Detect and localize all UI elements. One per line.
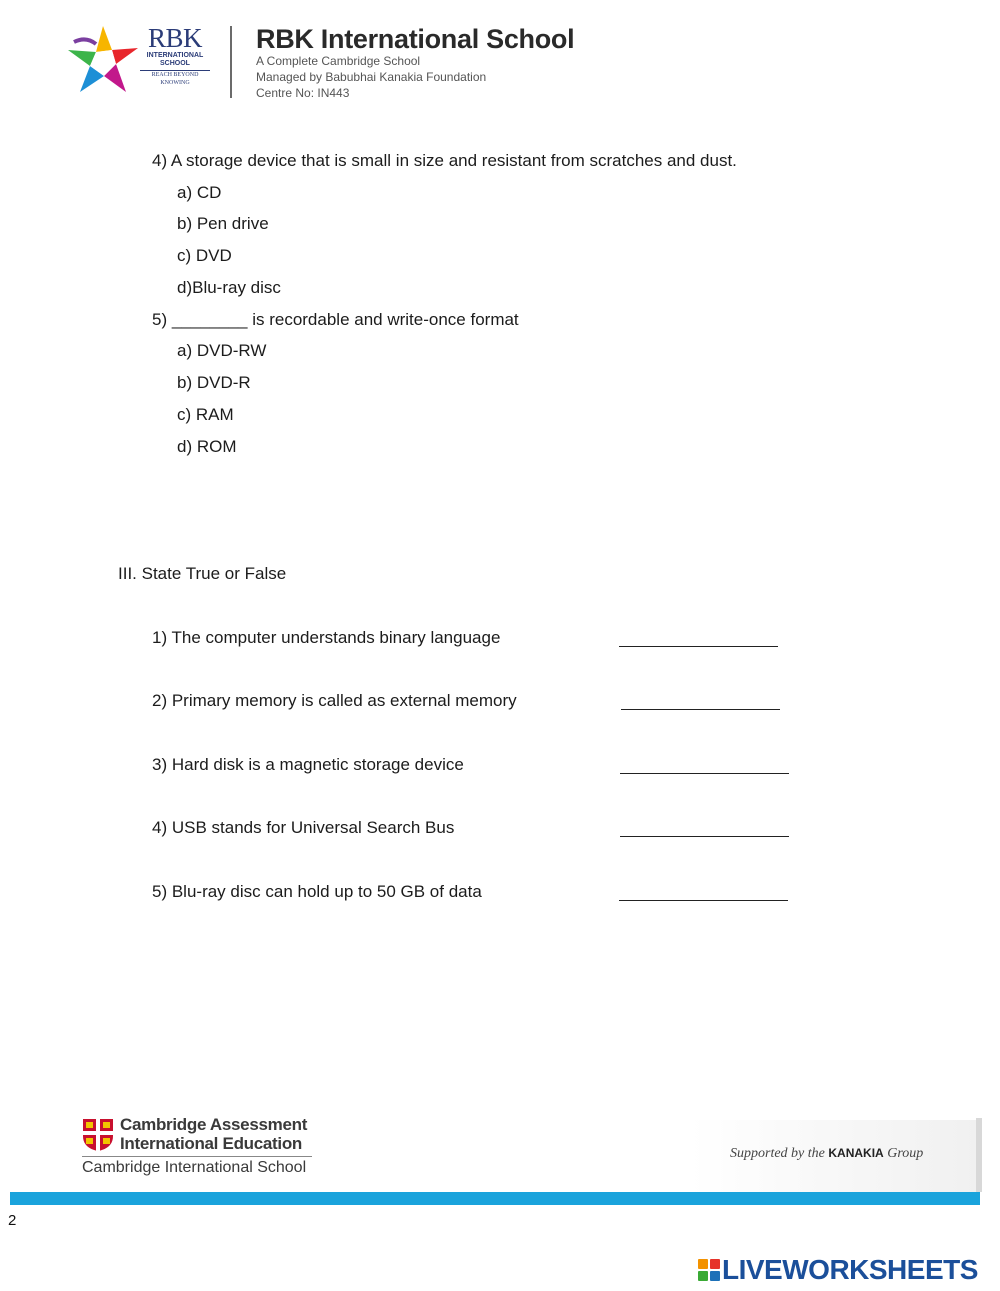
- tf-answer-line-3[interactable]: [620, 773, 789, 774]
- liveworksheets-watermark: LIVEWORKSHEETS: [722, 1254, 978, 1285]
- cambridge-school-label: Cambridge International School: [82, 1159, 307, 1176]
- liveworksheets-blocks-icon: [698, 1259, 720, 1281]
- cambridge-title-line-2: International Education: [120, 1134, 303, 1153]
- section-heading-true-false: III. State True or False: [118, 564, 287, 583]
- school-name: RBK International School: [256, 24, 575, 54]
- header-divider: [230, 26, 232, 98]
- cambridge-shield-icon: [82, 1118, 114, 1152]
- tf-statement-1: 1) The computer understands binary language: [152, 628, 501, 647]
- tf-answer-line-1[interactable]: [619, 646, 778, 647]
- page-number: 2: [8, 1212, 17, 1229]
- supported-prefix: Supported by the: [730, 1146, 829, 1161]
- mcq-5-option-c: c) RAM: [177, 405, 234, 424]
- logo-line-2: SCHOOL: [160, 60, 190, 67]
- logo-tagline-2: KNOWING: [160, 80, 190, 86]
- mcq-5-option-d: d) ROM: [177, 437, 237, 456]
- mcq-4-option-c: c) DVD: [177, 246, 232, 265]
- school-logo-wordmark: [140, 24, 210, 94]
- school-subtitle-3: Centre No: IN443: [256, 86, 350, 100]
- logo-tagline-1: REACH BEYOND: [140, 70, 210, 79]
- mcq-question-5: 5) ________ is recordable and write-once format: [152, 310, 519, 329]
- mcq-5-option-b: b) DVD-R: [177, 373, 251, 392]
- mcq-4-option-a: a) CD: [177, 183, 222, 202]
- tf-answer-line-2[interactable]: [621, 709, 780, 710]
- mcq-5-option-a: a) DVD-RW: [177, 341, 267, 360]
- tf-statement-5: 5) Blu-ray disc can hold up to 50 GB of data: [152, 882, 482, 901]
- logo-name: RBK: [147, 23, 203, 53]
- school-subtitle-1: A Complete Cambridge School: [256, 54, 421, 68]
- footer-edge: [976, 1118, 982, 1192]
- cambridge-title-line-1: Cambridge Assessment: [120, 1115, 308, 1134]
- supported-suffix: Group: [883, 1146, 924, 1161]
- tf-statement-4: 4) USB stands for Universal Search Bus: [152, 818, 455, 837]
- mcq-4-option-b: b) Pen drive: [177, 214, 269, 233]
- tf-answer-line-4[interactable]: [620, 836, 789, 837]
- supported-brand: KANAKIA: [828, 1146, 884, 1160]
- logo-line-1: INTERNATIONAL: [146, 52, 204, 59]
- school-subtitle-2: Managed by Babubhai Kanakia Foundation: [256, 70, 487, 84]
- tf-statement-2: 2) Primary memory is called as external memory: [152, 691, 517, 710]
- school-logo-icon: [66, 22, 140, 96]
- tf-answer-line-5[interactable]: [619, 900, 788, 901]
- cambridge-rule: [82, 1156, 312, 1157]
- tf-statement-3: 3) Hard disk is a magnetic storage device: [152, 755, 464, 774]
- mcq-4-option-d: d)Blu-ray disc: [177, 278, 281, 297]
- supported-by-text: [730, 1146, 923, 1162]
- mcq-question-4: 4) A storage device that is small in size and resistant from scratches and dust.: [152, 151, 737, 170]
- footer-blue-bar: [10, 1192, 980, 1205]
